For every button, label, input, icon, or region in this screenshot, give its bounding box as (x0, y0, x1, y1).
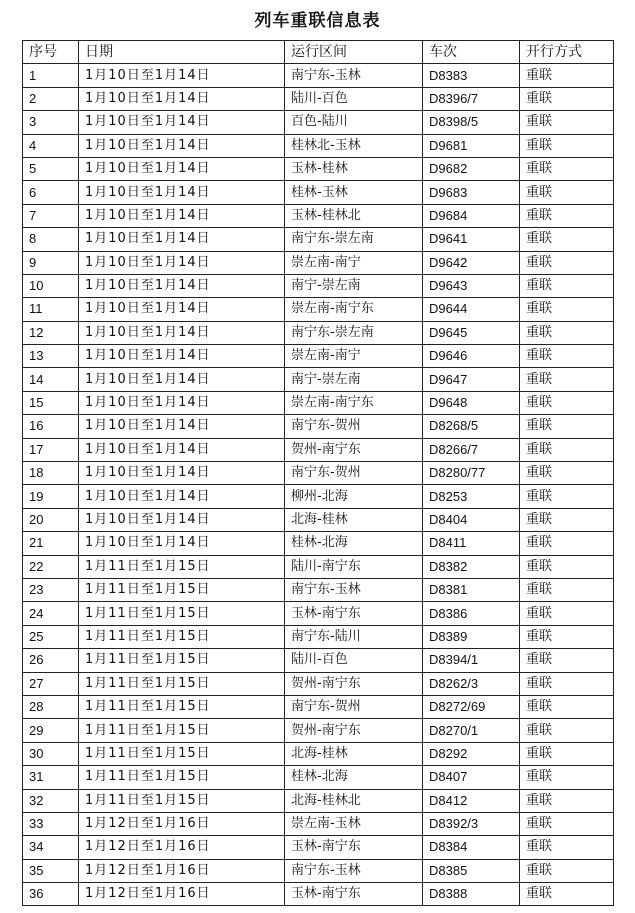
cell-train-number: D8381 (423, 578, 520, 601)
cell-index: 29 (23, 719, 79, 742)
cell-index: 11 (23, 298, 79, 321)
cell-train-number: D8383 (423, 64, 520, 87)
cell-index: 12 (23, 321, 79, 344)
cell-index: 16 (23, 415, 79, 438)
cell-index: 20 (23, 508, 79, 531)
cell-route: 北海-桂林 (285, 742, 423, 765)
cell-train-number: D8386 (423, 602, 520, 625)
table-row (23, 204, 614, 227)
cell-operation-mode: 重联 (520, 111, 614, 134)
table-row (23, 134, 614, 157)
table-row (23, 415, 614, 438)
cell-route: 陆川-南宁东 (285, 555, 423, 578)
header-route: 运行区间 (285, 41, 423, 64)
cell-date: 1月10日至1月14日 (79, 438, 285, 461)
table-row (23, 695, 614, 718)
cell-operation-mode: 重联 (520, 298, 614, 321)
cell-date: 1月12日至1月16日 (79, 812, 285, 835)
cell-route: 桂林-玉林 (285, 181, 423, 204)
cell-index: 19 (23, 485, 79, 508)
cell-date: 1月10日至1月14日 (79, 157, 285, 180)
cell-route: 崇左南-玉林 (285, 812, 423, 835)
cell-operation-mode: 重联 (520, 64, 614, 87)
cell-date: 1月10日至1月14日 (79, 462, 285, 485)
table-header-row (23, 41, 614, 64)
cell-route: 崇左南-南宁东 (285, 298, 423, 321)
cell-route: 南宁东-陆川 (285, 625, 423, 648)
cell-train-number: D8392/3 (423, 812, 520, 835)
cell-train-number: D9644 (423, 298, 520, 321)
cell-operation-mode: 重联 (520, 321, 614, 344)
cell-operation-mode: 重联 (520, 508, 614, 531)
cell-route: 南宁东-玉林 (285, 578, 423, 601)
table-row (23, 228, 614, 251)
cell-index: 1 (23, 64, 79, 87)
cell-date: 1月11日至1月15日 (79, 719, 285, 742)
cell-operation-mode: 重联 (520, 157, 614, 180)
cell-train-number: D8272/69 (423, 695, 520, 718)
cell-index: 18 (23, 462, 79, 485)
cell-route: 玉林-南宁东 (285, 883, 423, 906)
cell-train-number: D8411 (423, 532, 520, 555)
cell-operation-mode: 重联 (520, 649, 614, 672)
cell-train-number: D8404 (423, 508, 520, 531)
cell-index: 35 (23, 859, 79, 882)
table-row (23, 532, 614, 555)
cell-train-number: D8384 (423, 836, 520, 859)
cell-train-number: D8396/7 (423, 87, 520, 110)
cell-index: 34 (23, 836, 79, 859)
cell-train-number: D9647 (423, 368, 520, 391)
cell-index: 24 (23, 602, 79, 625)
table-row (23, 836, 614, 859)
cell-date: 1月10日至1月14日 (79, 134, 285, 157)
header-train-number: 车次 (423, 41, 520, 64)
cell-operation-mode: 重联 (520, 274, 614, 297)
cell-train-number: D8253 (423, 485, 520, 508)
cell-route: 陆川-百色 (285, 649, 423, 672)
cell-index: 27 (23, 672, 79, 695)
table-row (23, 157, 614, 180)
cell-route: 柳州-北海 (285, 485, 423, 508)
cell-operation-mode: 重联 (520, 181, 614, 204)
cell-route: 南宁-崇左南 (285, 274, 423, 297)
table-row (23, 485, 614, 508)
cell-date: 1月10日至1月14日 (79, 532, 285, 555)
cell-index: 7 (23, 204, 79, 227)
cell-date: 1月12日至1月16日 (79, 883, 285, 906)
cell-route: 桂林-北海 (285, 532, 423, 555)
cell-route: 崇左南-南宁 (285, 345, 423, 368)
cell-date: 1月12日至1月16日 (79, 836, 285, 859)
cell-date: 1月10日至1月14日 (79, 111, 285, 134)
cell-route: 贺州-南宁东 (285, 438, 423, 461)
cell-train-number: D8266/7 (423, 438, 520, 461)
cell-operation-mode: 重联 (520, 766, 614, 789)
table-row (23, 719, 614, 742)
cell-train-number: D9643 (423, 274, 520, 297)
table-row (23, 859, 614, 882)
cell-route: 南宁东-崇左南 (285, 228, 423, 251)
cell-train-number: D8268/5 (423, 415, 520, 438)
header-index: 序号 (23, 41, 79, 64)
cell-operation-mode: 重联 (520, 204, 614, 227)
cell-train-number: D9682 (423, 157, 520, 180)
cell-date: 1月11日至1月15日 (79, 742, 285, 765)
cell-operation-mode: 重联 (520, 695, 614, 718)
cell-date: 1月10日至1月14日 (79, 87, 285, 110)
cell-operation-mode: 重联 (520, 134, 614, 157)
cell-date: 1月10日至1月14日 (79, 508, 285, 531)
cell-index: 22 (23, 555, 79, 578)
cell-train-number: D8394/1 (423, 649, 520, 672)
cell-date: 1月11日至1月15日 (79, 602, 285, 625)
cell-date: 1月10日至1月14日 (79, 274, 285, 297)
cell-index: 10 (23, 274, 79, 297)
cell-date: 1月11日至1月15日 (79, 555, 285, 578)
table-row (23, 64, 614, 87)
cell-operation-mode: 重联 (520, 859, 614, 882)
cell-operation-mode: 重联 (520, 462, 614, 485)
cell-index: 32 (23, 789, 79, 812)
cell-date: 1月11日至1月15日 (79, 578, 285, 601)
cell-index: 30 (23, 742, 79, 765)
cell-date: 1月10日至1月14日 (79, 251, 285, 274)
cell-date: 1月10日至1月14日 (79, 298, 285, 321)
cell-date: 1月11日至1月15日 (79, 625, 285, 648)
cell-train-number: D8385 (423, 859, 520, 882)
cell-operation-mode: 重联 (520, 251, 614, 274)
table-row (23, 368, 614, 391)
table-row (23, 298, 614, 321)
cell-operation-mode: 重联 (520, 812, 614, 835)
table-row (23, 742, 614, 765)
table-body (23, 64, 614, 906)
cell-index: 31 (23, 766, 79, 789)
table-row (23, 672, 614, 695)
cell-date: 1月10日至1月14日 (79, 321, 285, 344)
cell-train-number: D8398/5 (423, 111, 520, 134)
cell-route: 崇左南-南宁 (285, 251, 423, 274)
cell-date: 1月10日至1月14日 (79, 391, 285, 414)
cell-route: 玉林-南宁东 (285, 836, 423, 859)
cell-route: 南宁东-玉林 (285, 64, 423, 87)
cell-operation-mode: 重联 (520, 368, 614, 391)
cell-index: 26 (23, 649, 79, 672)
header-operation-mode: 开行方式 (520, 41, 614, 64)
table-row (23, 274, 614, 297)
cell-route: 北海-桂林 (285, 508, 423, 531)
cell-train-number: D9681 (423, 134, 520, 157)
cell-train-number: D8292 (423, 742, 520, 765)
cell-train-number: D9684 (423, 204, 520, 227)
cell-date: 1月11日至1月15日 (79, 766, 285, 789)
cell-index: 17 (23, 438, 79, 461)
cell-train-number: D8388 (423, 883, 520, 906)
table-row (23, 625, 614, 648)
cell-operation-mode: 重联 (520, 578, 614, 601)
cell-index: 25 (23, 625, 79, 648)
cell-index: 23 (23, 578, 79, 601)
table-row (23, 555, 614, 578)
table-row (23, 462, 614, 485)
table-row (23, 508, 614, 531)
cell-operation-mode: 重联 (520, 345, 614, 368)
cell-operation-mode: 重联 (520, 415, 614, 438)
cell-index: 13 (23, 345, 79, 368)
cell-operation-mode: 重联 (520, 438, 614, 461)
cell-train-number: D8262/3 (423, 672, 520, 695)
cell-operation-mode: 重联 (520, 87, 614, 110)
cell-date: 1月10日至1月14日 (79, 204, 285, 227)
table-row (23, 87, 614, 110)
cell-train-number: D8407 (423, 766, 520, 789)
cell-route: 南宁东-贺州 (285, 695, 423, 718)
cell-index: 8 (23, 228, 79, 251)
table-row (23, 812, 614, 835)
cell-train-number: D9646 (423, 345, 520, 368)
cell-index: 36 (23, 883, 79, 906)
cell-operation-mode: 重联 (520, 789, 614, 812)
cell-index: 33 (23, 812, 79, 835)
cell-train-number: D9683 (423, 181, 520, 204)
table-row (23, 578, 614, 601)
cell-route: 南宁东-玉林 (285, 859, 423, 882)
cell-train-number: D8389 (423, 625, 520, 648)
cell-index: 14 (23, 368, 79, 391)
cell-route: 陆川-百色 (285, 87, 423, 110)
cell-date: 1月10日至1月14日 (79, 64, 285, 87)
cell-date: 1月10日至1月14日 (79, 345, 285, 368)
cell-index: 3 (23, 111, 79, 134)
table-row (23, 438, 614, 461)
cell-index: 15 (23, 391, 79, 414)
cell-train-number: D8270/1 (423, 719, 520, 742)
cell-route: 贺州-南宁东 (285, 719, 423, 742)
cell-date: 1月10日至1月14日 (79, 228, 285, 251)
cell-date: 1月11日至1月15日 (79, 672, 285, 695)
table-row (23, 883, 614, 906)
cell-index: 6 (23, 181, 79, 204)
cell-operation-mode: 重联 (520, 555, 614, 578)
cell-train-number: D8280/77 (423, 462, 520, 485)
cell-route: 崇左南-南宁东 (285, 391, 423, 414)
cell-date: 1月10日至1月14日 (79, 368, 285, 391)
cell-train-number: D9642 (423, 251, 520, 274)
cell-index: 4 (23, 134, 79, 157)
cell-date: 1月10日至1月14日 (79, 415, 285, 438)
cell-index: 5 (23, 157, 79, 180)
cell-route: 百色-陆川 (285, 111, 423, 134)
table-row (23, 345, 614, 368)
cell-train-number: D9641 (423, 228, 520, 251)
cell-index: 21 (23, 532, 79, 555)
cell-index: 9 (23, 251, 79, 274)
cell-operation-mode: 重联 (520, 391, 614, 414)
table-row (23, 251, 614, 274)
table-row (23, 649, 614, 672)
cell-date: 1月10日至1月14日 (79, 485, 285, 508)
cell-date: 1月10日至1月14日 (79, 181, 285, 204)
table-row (23, 181, 614, 204)
cell-route: 玉林-南宁东 (285, 602, 423, 625)
cell-train-number: D8382 (423, 555, 520, 578)
cell-route: 南宁-崇左南 (285, 368, 423, 391)
cell-date: 1月12日至1月16日 (79, 859, 285, 882)
cell-operation-mode: 重联 (520, 602, 614, 625)
cell-index: 28 (23, 695, 79, 718)
cell-train-number: D8412 (423, 789, 520, 812)
page-title: 列车重联信息表 (254, 11, 381, 31)
cell-operation-mode: 重联 (520, 719, 614, 742)
cell-route: 北海-桂林北 (285, 789, 423, 812)
cell-route: 南宁东-贺州 (285, 415, 423, 438)
cell-operation-mode: 重联 (520, 836, 614, 859)
table-row (23, 602, 614, 625)
cell-operation-mode: 重联 (520, 485, 614, 508)
cell-index: 2 (23, 87, 79, 110)
cell-route: 桂林北-玉林 (285, 134, 423, 157)
cell-date: 1月11日至1月15日 (79, 649, 285, 672)
cell-date: 1月11日至1月15日 (79, 695, 285, 718)
cell-operation-mode: 重联 (520, 625, 614, 648)
cell-route: 桂林-北海 (285, 766, 423, 789)
cell-operation-mode: 重联 (520, 672, 614, 695)
train-coupling-table (22, 40, 614, 906)
header-date: 日期 (79, 41, 285, 64)
cell-operation-mode: 重联 (520, 883, 614, 906)
cell-date: 1月11日至1月15日 (79, 789, 285, 812)
table-row (23, 766, 614, 789)
cell-operation-mode: 重联 (520, 742, 614, 765)
cell-operation-mode: 重联 (520, 228, 614, 251)
table-row (23, 789, 614, 812)
cell-route: 玉林-桂林 (285, 157, 423, 180)
cell-train-number: D9648 (423, 391, 520, 414)
cell-route: 玉林-桂林北 (285, 204, 423, 227)
cell-train-number: D9645 (423, 321, 520, 344)
table-row (23, 321, 614, 344)
cell-route: 贺州-南宁东 (285, 672, 423, 695)
cell-route: 南宁东-贺州 (285, 462, 423, 485)
cell-route: 南宁东-崇左南 (285, 321, 423, 344)
cell-operation-mode: 重联 (520, 532, 614, 555)
table-row (23, 391, 614, 414)
table-row (23, 111, 614, 134)
